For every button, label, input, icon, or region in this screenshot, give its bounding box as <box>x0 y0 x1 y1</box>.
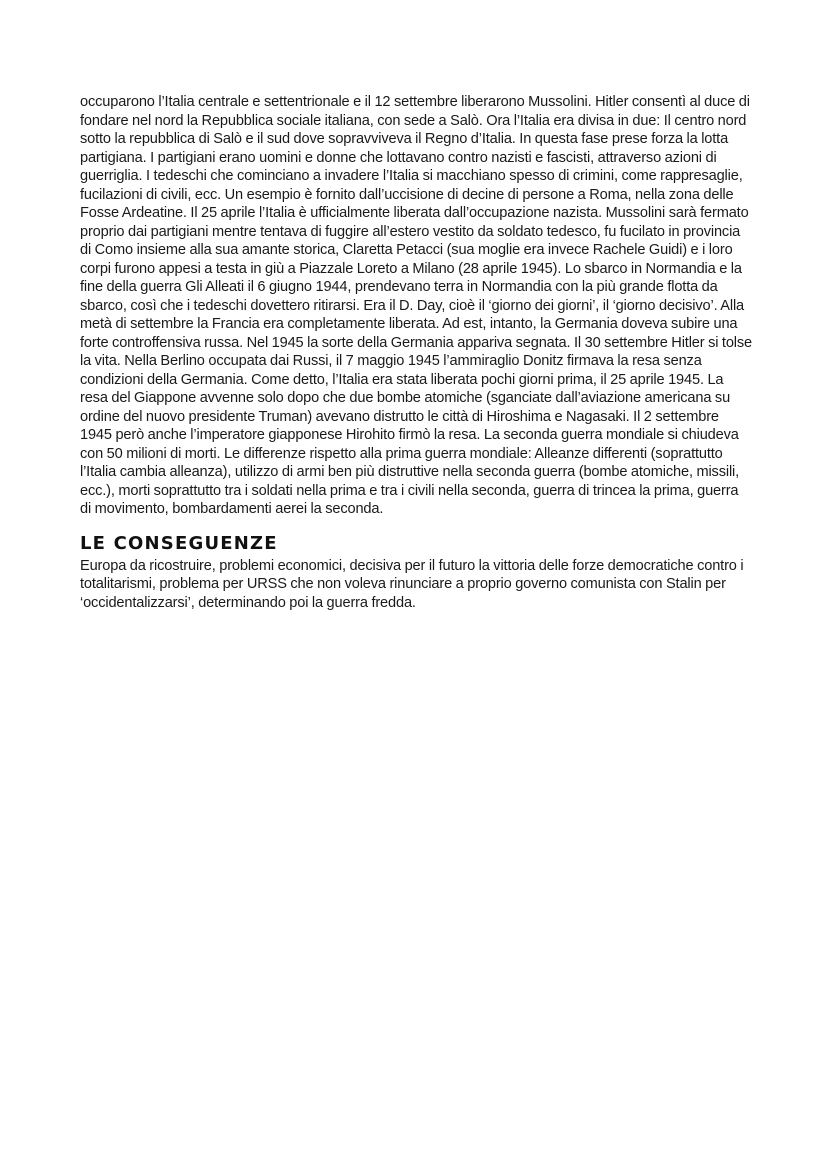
history-paragraph: occuparono l’Italia centrale e settentrionale e il 12 settembre liberarono Mussolini. Hitler consentì al duce di fondare nel nord la Repubblica sociale italiana, con sede a Salò. Ora l’Italia era divisa in due: Il centro nord sotto la repubblica di Salò e il sud dove sopravviveva il Regno d’Italia. In questa fase prese forza la lotta partigiana. I partigiani erano uomini e donne che lottavano contro nazisti e fascisti, attraverso azioni di guerriglia. I tedeschi che cominciano a invadere l’Italia si macchiano spesso di crimini, come rappresaglie, fucilazioni di civili, ecc. Un esempio è fornito dall’uccisione di decine di persone a Roma, nella zona delle Fosse Ardeatine. Il 25 aprile l’Italia è ufficialmente liberata dall’occupazione nazista. Mussolini sarà fermato proprio dai partigiani mentre tentava di fuggire all’estero vestito da soldato tedesco, fu fucilato in provincia di Como insieme alla sua amante storica, Claretta Petacci (sua moglie era invece Rachele Guidi) e i loro corpi furono appesi a testa in giù a Piazzale Loreto a Milano (28 aprile 1945). Lo sbarco in Normandia e la fine della guerra Gli Alleati il 6 giugno 1944, prendevano terra in Normandia con la più grande flotta da sbarco, così che i tedeschi dovettero ritirarsi. Era il D. Day, cioè il ‘giorno dei giorni’, il ‘giorno decisivo’. Alla metà di settembre la Francia era completamente liberata. Ad est, intanto, la Germania doveva subire una forte controffensiva russa. Nel 1945 la sorte della Germania appariva segnata. Il 30 settembre Hitler si tolse la vita. Nella Berlino occupata dai Russi, il 7 maggio 1945 l’ammiraglio Donitz firmava la resa senza condizioni della Germania. Come detto, l’Italia era stata liberata pochi giorni prima, il 25 aprile 1945. La resa del Giappone avvenne solo dopo che due bombe atomiche (sganciate dall’aviazione americana su ordine del nuovo presidente Truman) avevano distrutto le città di Hiroshima e Nagasaki. Il 2 settembre 1945 però anche l’imperatore giapponese Hirohito firmò la resa. La seconda guerra mondiale si chiudeva con 50 milioni di morti. Le differenze rispetto alla prima guerra mondiale: Alleanze differenti (soprattutto l’Italia cambia alleanza), utilizzo di armi ben più distruttive nella seconda guerra (bombe atomiche, missili, ecc.), morti soprattutto tra i soldati nella prima e tra i civili nella seconda, guerra di trincea la prima, guerra di movimento, bombardamenti aerei la seconda. <box>80 94 752 517</box>
section-text-conseguenze: Europa da ricostruire, problemi economici, decisiva per il futuro la vittoria delle forze democratiche contro i totalitarismi, problema per URSS che non voleva rinunciare a proprio governo comunista con Stalin per ‘occidentalizzarsi’, determinando poi la guerra fredda. <box>80 557 744 611</box>
document-page <box>80 93 752 612</box>
section-title-conseguenze: LE CONSEGUENZE <box>80 532 278 554</box>
